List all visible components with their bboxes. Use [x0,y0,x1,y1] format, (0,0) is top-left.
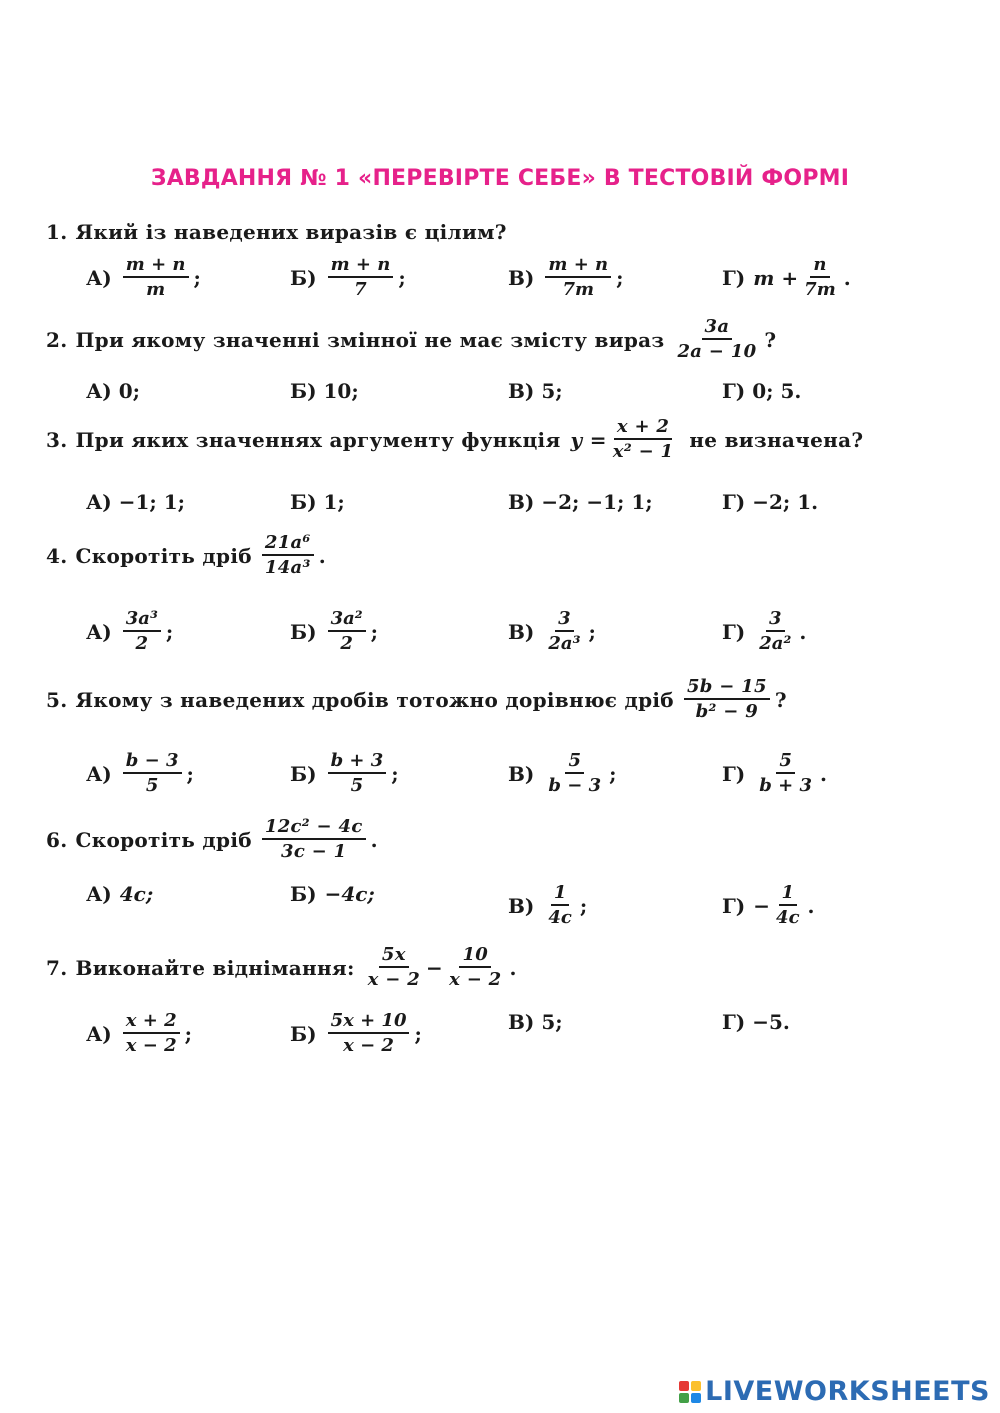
q6-option-d: Г) − $\frac{1}{4c}$ . [722,882,815,928]
question-3: 3. При яких значеннях аргументу функція y = $\frac{x + 2}{\text{x² − 1}}$ не визначена? [46,416,864,462]
q4-option-b: Б) $\frac{\text{3a²}}{2}$ ; [290,608,379,654]
q5-option-b: Б) $\frac{b + 3}{5}$ ; [290,750,399,796]
question-7: 7. Виконайте віднімання: $\frac{5x}{x - 2}$ − $\frac{10}{x - 2}$ . [46,944,517,990]
fraction: $\frac{5x}{x - 2}$ [367,944,421,990]
q7-option-b: Б) $\frac{5x + 10}{x - 2}$ ; [290,1010,422,1056]
q5-option-c: В) $\frac{5}{b - 3}$ ; [508,750,617,796]
q6-option-b: Б) −4c; [290,882,375,906]
logo-square-red [679,1381,689,1391]
fraction: $\frac{m + n}{7}$ [328,256,394,299]
fraction: $\frac{b + 3}{5}$ [328,752,387,795]
fraction: $\frac{\text{21a⁶}}{\text{14a³}}$ [262,534,314,577]
fraction: $\frac{10}{x - 2}$ [449,944,502,990]
fraction: $\frac{b - 3}{5}$ [123,752,182,795]
fraction: $\frac{5b - 15}{\text{b² − 9}}$ [684,678,770,721]
q3-option-b: Б) 1; [290,490,345,514]
fraction: $\frac{x + 2}{\text{x² − 1}}$ [612,416,674,462]
logo-square-green [679,1393,689,1403]
q1-option-d: Г) m + $\frac{n}{7m}$ . [722,254,851,300]
q5-option-d: Г) $\frac{5}{b + 3}$ . [722,750,827,796]
question-1: 1. Який із наведених виразів є цілим? [46,220,507,244]
q7-option-d: Г) −5. [722,1010,790,1034]
brand-name: LIVEWORKSHEETS [705,1376,990,1407]
q3-option-d: Г) −2; 1. [722,490,819,514]
fraction: $\frac{5}{b - 3}$ [548,750,602,796]
q6-option-a: А) 4c; [86,882,154,906]
q1-option-b: Б) $\frac{m + n}{7}$ ; [290,254,406,300]
worksheet-title: ЗАВДАННЯ № 1 «ПЕРЕВІРТЕ СЕБЕ» В ТЕСТОВІЙ ФОРМІ [150,166,850,191]
q1-option-c: В) $\frac{m + n}{7m}$ ; [508,254,624,300]
question-6: 6. Скоротіть дріб $\frac{\text{12c² − 4c}}{3c - 1}$ . [46,816,378,862]
fraction: $\frac{5x + 10}{x - 2}$ [328,1012,410,1055]
q3-option-c: В) −2; −1; 1; [508,490,653,514]
fraction: $\frac{3a}{2a - 10}$ [677,316,757,362]
q6-option-c: В) $\frac{1}{4c}$ ; [508,882,588,928]
q7-option-a: А) $\frac{x + 2}{x - 2}$ ; [86,1010,193,1056]
q2-option-d: Г) 0; 5. [722,379,802,403]
q2-option-a: А) 0; [86,379,141,403]
question-5: 5. Якому з наведених дробів тотожно дорівнює дріб $\frac{5b - 15}{\text{b² − 9}}$ ? [46,676,787,722]
fraction: $\frac{5}{b + 3}$ [759,750,813,796]
question-7-text: Виконайте віднімання: [75,955,355,980]
q1-option-a: А) $\frac{m + n}{m}$ ; [86,254,201,300]
q4-option-c: В) $\frac{3}{\text{2a³}}$ ; [508,608,596,654]
q7-option-c: В) 5; [508,1010,563,1034]
question-2-text: При якому значенні змінної не має змісту вираз [75,327,665,352]
question-2: 2. При якому значенні змінної не має змісту вираз $\frac{3a}{2a - 10}$ ? [46,316,777,362]
liveworksheets-logo-icon [679,1381,701,1403]
fraction: $\frac{1}{4c}$ [776,882,800,928]
question-4: 4. Скоротіть дріб $\frac{\text{21a⁶}}{\text{14a³}}$ . [46,532,326,578]
fraction: $\frac{m + n}{m}$ [123,256,189,299]
q5-option-a: А) $\frac{b - 3}{5}$ ; [86,750,194,796]
fraction: $\frac{\text{3a²}}{2}$ [328,610,366,653]
logo-square-blue [691,1393,701,1403]
logo-square-yellow [691,1381,701,1391]
fraction: $\frac{\text{12c² − 4c}}{3c - 1}$ [262,818,366,861]
question-5-text: Якому з наведених дробів тотожно дорівнює дріб [75,687,674,712]
liveworksheets-brand[interactable] [679,1376,990,1407]
fraction: $\frac{\text{3a³}}{2}$ [123,610,161,653]
fraction: $\frac{3}{\text{2a³}}$ [548,608,581,654]
q3-option-a: А) −1; 1; [86,490,186,514]
question-4-text: Скоротіть дріб [75,543,252,568]
fraction: $\frac{n}{7m}$ [804,254,836,300]
fraction: $\frac{1}{4c}$ [548,882,572,928]
q2-option-c: В) 5; [508,379,563,403]
question-3-text: При яких значеннях аргументу функція [75,427,561,452]
question-1-text: Який із наведених виразів є цілим? [75,220,507,244]
fraction: $\frac{3}{\text{2a²}}$ [759,608,792,654]
fraction: $\frac{m + n}{7m}$ [545,256,611,299]
q4-option-d: Г) $\frac{3}{\text{2a²}}$ . [722,608,807,654]
q2-option-b: Б) 10; [290,379,359,403]
question-6-text: Скоротіть дріб [75,827,252,852]
fraction: $\frac{x + 2}{x - 2}$ [123,1012,180,1055]
q4-option-a: А) $\frac{\text{3a³}}{2}$ ; [86,608,174,654]
